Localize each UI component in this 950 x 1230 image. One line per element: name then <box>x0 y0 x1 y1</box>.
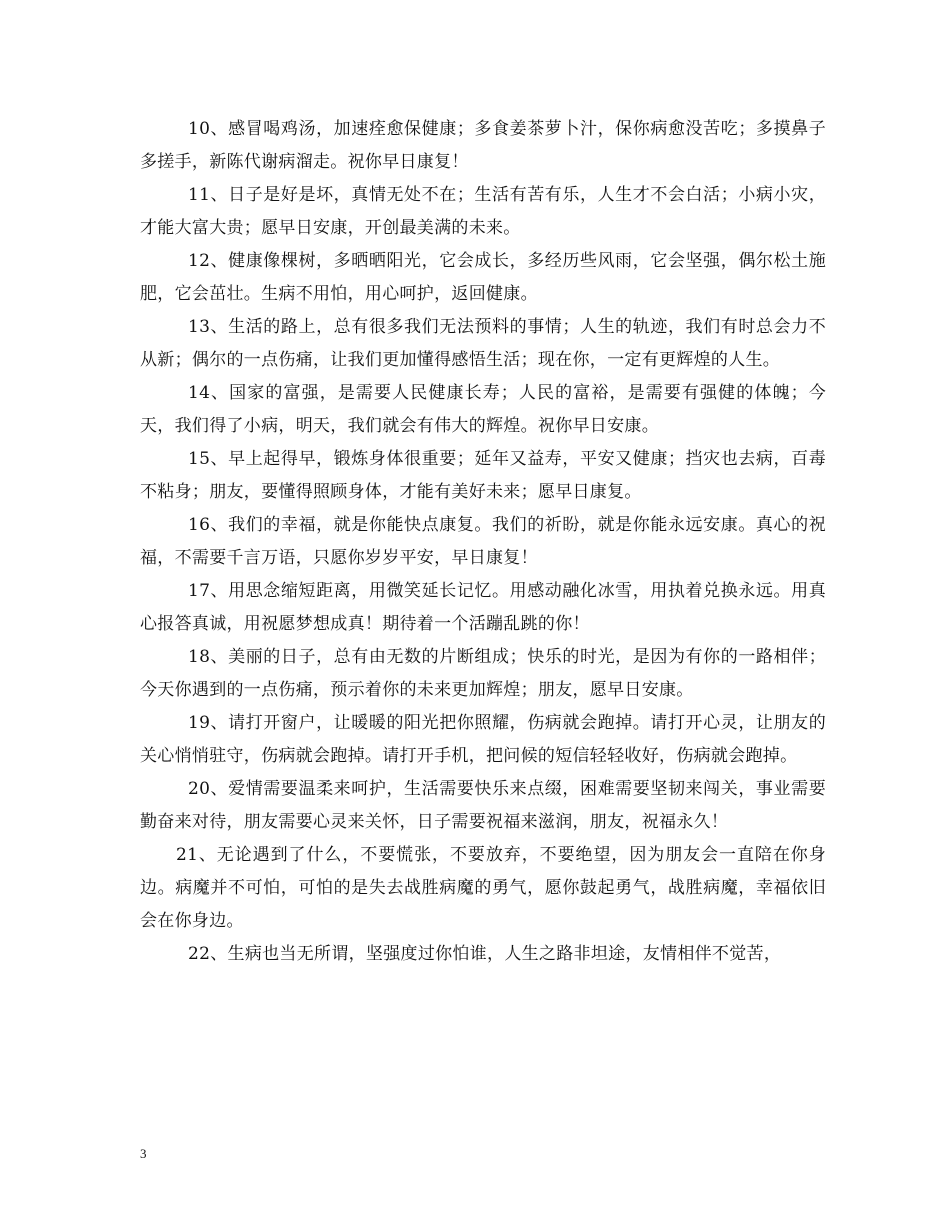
paragraph-20: 20、爱情需要温柔来呵护，生活需要快乐来点缀，困难需要坚韧来闯关，事业需要勤奋来对待，朋友需要心灵来关怀，日子需要祝福来滋润，朋友，祝福永久！ <box>140 779 826 832</box>
paragraph-18: 18、美丽的日子，总有由无数的片断组成；快乐的时光，是因为有你的一路相伴；今天你遇到的一点伤痛，预示着你的未来更加辉煌；朋友，愿早日安康。 <box>140 647 826 700</box>
paragraph-11: 11、日子是好是坏，真情无处不在；生活有苦有乐，人生才不会白活；小病小灾，才能大富大贵；愿早日安康，开创最美满的未来。 <box>140 185 826 238</box>
paragraph-10: 10、感冒喝鸡汤，加速痊愈保健康；多食姜茶萝卜汁，保你病愈没苦吃；多摸鼻子多搓手，新陈代谢病溜走。祝你早日康复！ <box>140 119 826 172</box>
paragraph-15: 15、早上起得早，锻炼身体很重要；延年又益寿，平安又健康；挡灾也去病，百毒不粘身；朋友，要懂得照顾身体，才能有美好未来；愿早日康复。 <box>140 449 826 502</box>
paragraph-19: 19、请打开窗户，让暖暖的阳光把你照耀，伤病就会跑掉。请打开心灵，让朋友的关心悄悄驻守，伤病就会跑掉。请打开手机，把问候的短信轻轻收好，伤病就会跑掉。 <box>140 713 826 766</box>
paragraph-13: 13、生活的路上，总有很多我们无法预料的事情；人生的轨迹，我们有时总会力不从新；偶尔的一点伤痛，让我们更加懂得感悟生活；现在你，一定有更辉煌的人生。 <box>140 317 826 370</box>
paragraph-14: 14、国家的富强，是需要人民健康长寿；人民的富裕，是需要有强健的体魄；今天，我们得了小病，明天，我们就会有伟大的辉煌。祝你早日安康。 <box>140 383 826 436</box>
paragraph-21: 21、无论遇到了什么，不要慌张，不要放弃，不要绝望，因为朋友会一直陪在你身边。病魔并不可怕，可怕的是失去战胜病魔的勇气，愿你鼓起勇气，战胜病魔，幸福依旧会在你身边。 <box>140 845 826 931</box>
paragraph-22: 22、生病也当无所谓，坚强度过你怕谁，人生之路非坦途，友情相伴不觉苦， <box>188 944 782 964</box>
page-number: 3 <box>140 1146 147 1161</box>
paragraph-16: 16、我们的幸福，就是你能快点康复。我们的祈盼，就是你能永远安康。真心的祝福，不需要千言万语，只愿你岁岁平安，早日康复！ <box>140 515 826 568</box>
document-body <box>140 113 826 971</box>
paragraph-12: 12、健康像棵树，多晒晒阳光，它会成长，多经历些风雨，它会坚强，偶尔松土施肥，它会茁壮。生病不用怕，用心呵护，返回健康。 <box>140 251 826 304</box>
paragraph-17: 17、用思念缩短距离，用微笑延长记忆。用感动融化冰雪，用执着兑换永远。用真心报答真诚，用祝愿梦想成真！期待着一个活蹦乱跳的你！ <box>140 581 826 634</box>
